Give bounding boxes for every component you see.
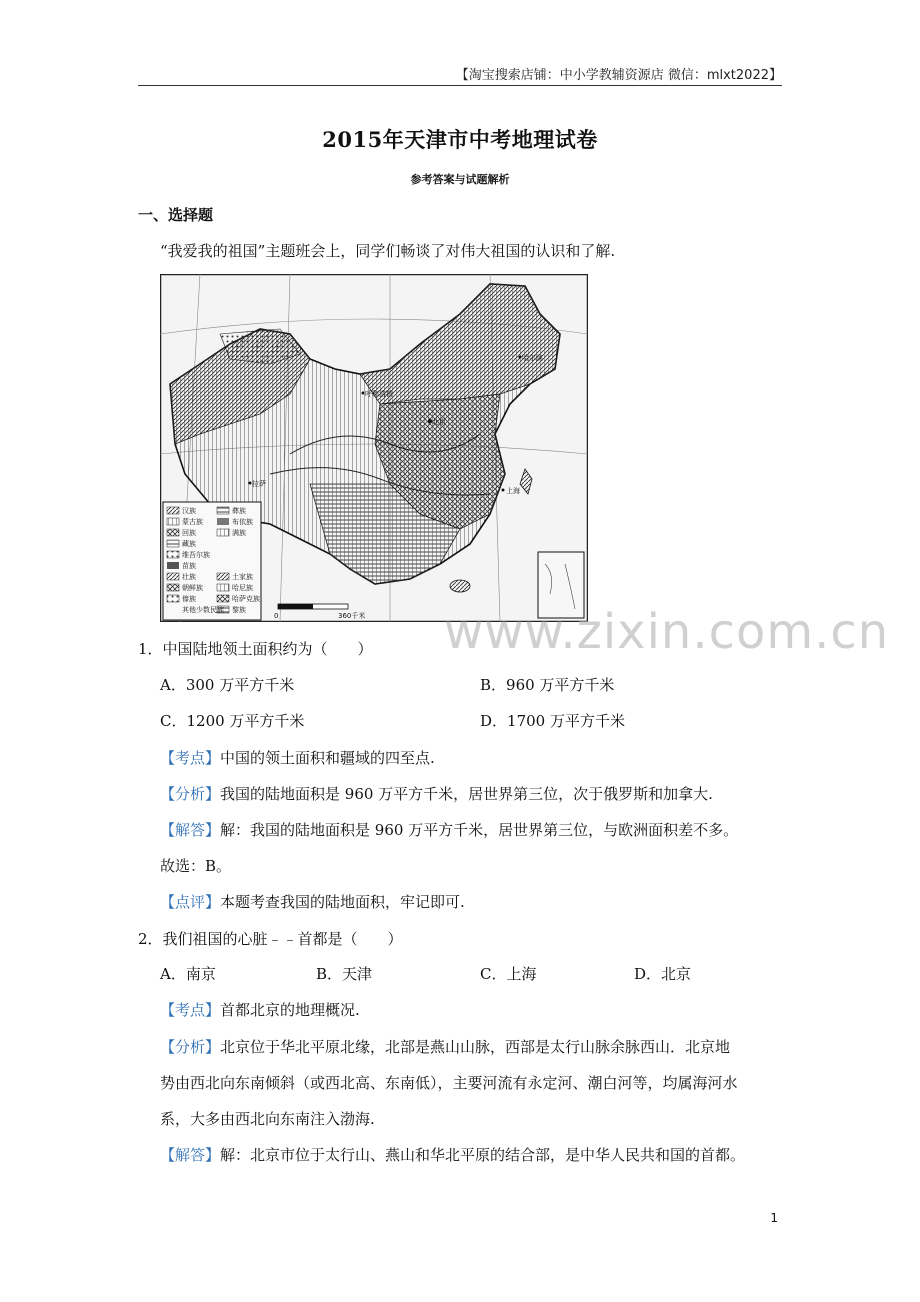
map-label: 汉族 [182,507,196,515]
map-label: 壮族 [182,573,196,581]
q1-dianping: 【点评】本题考查我国的陆地面积，牢记即可. [160,893,465,911]
section-heading: 一、选择题 [138,206,214,224]
q1-fenxi: 【分析】我国的陆地面积是 960 万平方千米，居世界第三位，次于俄罗斯和加拿大. [160,785,713,803]
map-label: 傣族 [182,595,196,603]
map-scale-label: 360千米 [338,612,366,620]
svg-text:0: 0 [274,612,279,620]
map-label: 蒙古族 [182,518,203,526]
tag-kaodian: 【考点】 [160,1001,221,1019]
q2-kaodian: 【考点】首都北京的地理概况. [160,1001,360,1019]
q1-jieda: 【解答】解：我国的陆地面积是 960 万平方千米，居世界第三位，与欧洲面积差不多。 [160,821,739,839]
q2-fenxi-cont-1: 势由西北向东南倾斜（或西北高、东南低），主要河流有永定河、潮白河等，均属海河水 [160,1074,738,1092]
tag-dianping: 【点评】 [160,893,221,911]
tag-jieda: 【解答】 [160,1146,221,1164]
map-city-label: 北京 [432,418,446,426]
page-number: 1 [770,1211,778,1225]
question-2-stem: 2．我们祖国的心脏﹣﹣首都是（ ） [138,930,403,948]
q1-option-d: D．1700 万平方千米 [480,712,625,730]
map-city-label: 拉萨 [252,480,266,488]
map-city-label: 哈尔滨 [522,354,543,362]
map-city-label: 上海 [506,487,520,495]
map-label: 黎族 [232,606,246,614]
map-label: 回族 [182,529,196,537]
q1-option-a: A．300 万平方千米 [160,676,295,694]
map-label: 维吾尔族 [182,551,210,559]
intro-text: “我爱我的祖国”主题班会上，同学们畅谈了对伟大祖国的认识和了解. [160,242,616,260]
map-label: 苗族 [182,562,196,570]
q2-fenxi-cont-2: 系，大多由西北向东南注入渤海. [160,1110,375,1128]
map-label: 布依族 [232,518,253,526]
page-subtitle: 参考答案与试题解析 [410,173,510,186]
tag-fenxi: 【分析】 [160,785,221,803]
map-label: 其他少数民族 [182,606,224,614]
question-1-stem: 1．中国陆地领土面积约为（ ） [138,640,373,658]
q2-option-c: C．上海 [480,965,537,983]
q2-option-a: A．南京 [160,965,216,983]
map-label: 藏族 [182,540,196,548]
map-label: 土家族 [232,573,253,581]
map-label: 朝鲜族 [182,584,203,592]
q1-option-c: C．1200 万平方千米 [160,712,305,730]
header-note: 【淘宝搜索店铺：中小学教辅资源店 微信：mlxt2022】 [455,68,782,83]
tag-jieda: 【解答】 [160,821,221,839]
header-rule [138,85,782,86]
map-city-label: 呼和浩特 [365,390,393,398]
q1-kaodian: 【考点】中国的领土面积和疆域的四至点. [160,749,435,767]
q2-jieda: 【解答】解：北京市位于太行山、燕山和华北平原的结合部，是中华人民共和国的首都。 [160,1146,746,1164]
q1-option-b: B．960 万平方千米 [480,676,615,694]
q2-option-d: D．北京 [634,965,692,983]
q2-fenxi: 【分析】北京位于华北平原北缘，北部是燕山山脉，西部是太行山脉余脉西山．北京地 [160,1038,731,1056]
tag-fenxi: 【分析】 [160,1038,221,1056]
map-label: 哈尼族 [232,584,253,592]
map-label: 彝族 [232,507,246,515]
map-label: 哈萨克族 [232,595,260,603]
q1-answer: 故选：B。 [160,857,232,875]
watermark: www.zixin.com.cn [444,604,890,660]
china-ethnic-map [160,274,588,622]
q2-option-b: B．天津 [316,965,373,983]
tag-kaodian: 【考点】 [160,749,221,767]
map-label: 满族 [232,529,246,537]
page-title: 2015年天津市中考地理试卷 [322,127,598,152]
